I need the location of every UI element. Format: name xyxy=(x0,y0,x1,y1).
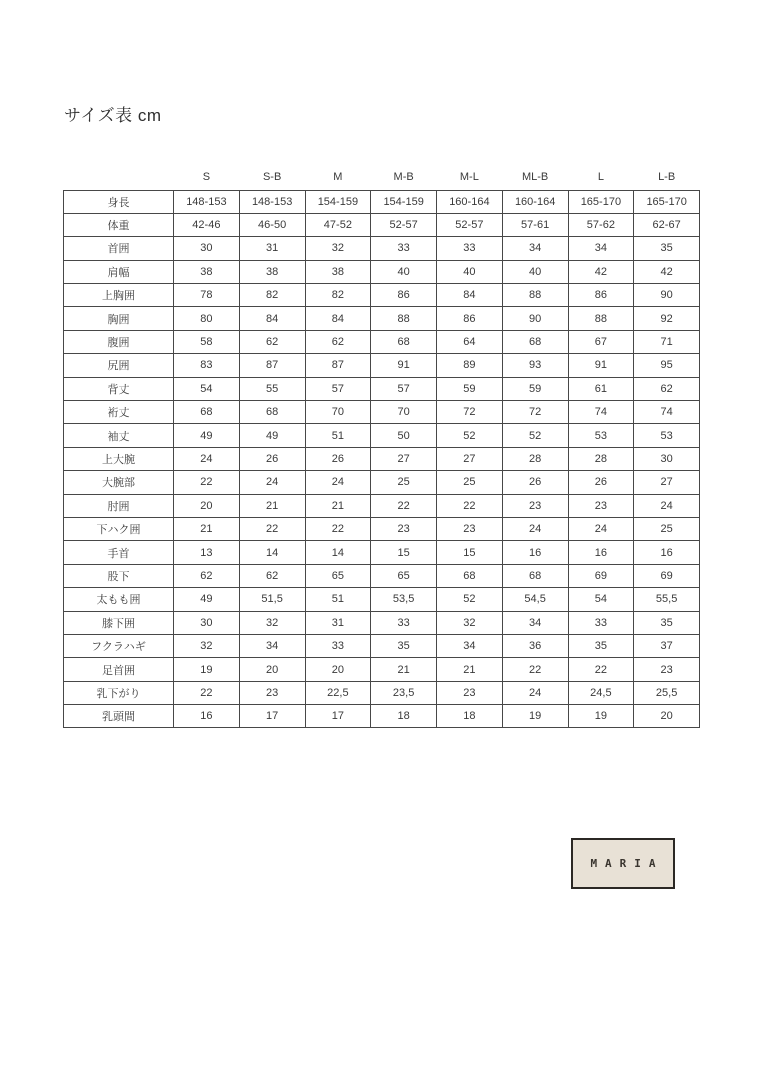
measurement-row xyxy=(64,377,700,400)
measurement-value: 25 xyxy=(634,517,700,540)
measurement-value: 31 xyxy=(305,611,371,634)
measurement-value: 52-57 xyxy=(371,213,437,236)
measurement-value: 21 xyxy=(174,517,240,540)
measurement-row xyxy=(64,330,700,353)
measurement-value: 20 xyxy=(239,658,305,681)
measurement-value: 20 xyxy=(174,494,240,517)
measurement-value: 23,5 xyxy=(371,681,437,704)
measurement-value: 24 xyxy=(305,471,371,494)
measurement-value: 35 xyxy=(634,237,700,260)
measurement-value: 19 xyxy=(174,658,240,681)
measurement-value: 15 xyxy=(437,541,503,564)
size-table-container xyxy=(63,168,699,728)
measurement-value: 42 xyxy=(634,260,700,283)
measurement-value: 23 xyxy=(371,517,437,540)
measurement-value: 18 xyxy=(371,705,437,728)
measurement-label: 膝下囲 xyxy=(64,611,174,634)
measurement-value: 34 xyxy=(239,634,305,657)
measurement-row xyxy=(64,564,700,587)
measurement-value: 69 xyxy=(634,564,700,587)
measurement-value: 40 xyxy=(437,260,503,283)
measurement-value: 47-52 xyxy=(305,213,371,236)
measurement-value: 88 xyxy=(371,307,437,330)
measurement-label: 首囲 xyxy=(64,237,174,260)
measurement-label: 胸囲 xyxy=(64,307,174,330)
measurement-row xyxy=(64,681,700,704)
measurement-label: 背丈 xyxy=(64,377,174,400)
measurement-value: 23 xyxy=(437,517,503,540)
measurement-value: 61 xyxy=(568,377,634,400)
measurement-value: 53 xyxy=(568,424,634,447)
measurement-value: 57 xyxy=(371,377,437,400)
measurement-value: 42-46 xyxy=(174,213,240,236)
measurement-label: 大腕部 xyxy=(64,471,174,494)
measurement-value: 70 xyxy=(371,401,437,424)
measurement-row xyxy=(64,517,700,540)
measurement-value: 165-170 xyxy=(634,190,700,213)
measurement-value: 51 xyxy=(305,424,371,447)
measurement-value: 58 xyxy=(174,330,240,353)
measurement-value: 160-164 xyxy=(437,190,503,213)
measurement-value: 68 xyxy=(502,564,568,587)
measurement-value: 65 xyxy=(305,564,371,587)
measurement-row xyxy=(64,541,700,564)
measurement-value: 17 xyxy=(305,705,371,728)
measurement-label: 体重 xyxy=(64,213,174,236)
measurement-value: 91 xyxy=(568,354,634,377)
measurement-value: 15 xyxy=(371,541,437,564)
measurement-label: 手首 xyxy=(64,541,174,564)
measurement-value: 84 xyxy=(437,284,503,307)
measurement-value: 34 xyxy=(502,611,568,634)
measurement-value: 30 xyxy=(634,447,700,470)
measurement-value: 74 xyxy=(568,401,634,424)
measurement-value: 90 xyxy=(634,284,700,307)
measurement-value: 89 xyxy=(437,354,503,377)
measurement-value: 21 xyxy=(305,494,371,517)
measurement-value: 49 xyxy=(174,424,240,447)
measurement-value: 86 xyxy=(568,284,634,307)
measurement-value: 31 xyxy=(239,237,305,260)
size-table xyxy=(63,168,700,728)
measurement-value: 14 xyxy=(305,541,371,564)
measurement-value: 32 xyxy=(174,634,240,657)
measurement-value: 62 xyxy=(239,564,305,587)
measurement-value: 19 xyxy=(568,705,634,728)
measurement-value: 22 xyxy=(174,471,240,494)
measurement-value: 24 xyxy=(239,471,305,494)
measurement-value: 20 xyxy=(634,705,700,728)
measurement-row xyxy=(64,424,700,447)
measurement-value: 34 xyxy=(568,237,634,260)
measurement-value: 52 xyxy=(437,424,503,447)
measurement-value: 55 xyxy=(239,377,305,400)
measurement-value: 22 xyxy=(371,494,437,517)
measurement-value: 70 xyxy=(305,401,371,424)
measurement-value: 55,5 xyxy=(634,588,700,611)
brand-logo-box xyxy=(571,838,675,889)
measurement-value: 21 xyxy=(371,658,437,681)
measurement-value: 24 xyxy=(568,517,634,540)
size-column-header: ML-B xyxy=(521,171,549,184)
measurement-value: 26 xyxy=(305,447,371,470)
measurement-value: 30 xyxy=(174,237,240,260)
measurement-value: 28 xyxy=(568,447,634,470)
measurement-value: 26 xyxy=(502,471,568,494)
measurement-value: 13 xyxy=(174,541,240,564)
measurement-label: 肘囲 xyxy=(64,494,174,517)
measurement-label: 乳頭間 xyxy=(64,705,174,728)
measurement-label: 上胸囲 xyxy=(64,284,174,307)
measurement-value: 38 xyxy=(305,260,371,283)
measurement-value: 16 xyxy=(174,705,240,728)
measurement-value: 49 xyxy=(174,588,240,611)
measurement-value: 18 xyxy=(437,705,503,728)
measurement-value: 62 xyxy=(239,330,305,353)
measurement-label: 腹囲 xyxy=(64,330,174,353)
page-title: サイズ表 cm xyxy=(64,106,162,125)
measurement-value: 54 xyxy=(568,588,634,611)
measurement-value: 22 xyxy=(239,517,305,540)
size-column-header: M xyxy=(333,171,343,184)
measurement-value: 68 xyxy=(174,401,240,424)
measurement-label: 上大腕 xyxy=(64,447,174,470)
size-column-header: L-B xyxy=(658,171,676,184)
measurement-row xyxy=(64,260,700,283)
measurement-value: 88 xyxy=(568,307,634,330)
size-column-header: S xyxy=(202,171,211,184)
measurement-value: 71 xyxy=(634,330,700,353)
measurement-value: 68 xyxy=(371,330,437,353)
measurement-value: 32 xyxy=(305,237,371,260)
measurement-value: 57-61 xyxy=(502,213,568,236)
measurement-value: 160-164 xyxy=(502,190,568,213)
measurement-value: 20 xyxy=(305,658,371,681)
measurement-label: 股下 xyxy=(64,564,174,587)
measurement-label: 身長 xyxy=(64,190,174,213)
measurement-value: 23 xyxy=(239,681,305,704)
measurement-value: 84 xyxy=(239,307,305,330)
measurement-value: 62 xyxy=(305,330,371,353)
measurement-row xyxy=(64,284,700,307)
measurement-value: 33 xyxy=(437,237,503,260)
measurement-value: 83 xyxy=(174,354,240,377)
measurement-label: 裄丈 xyxy=(64,401,174,424)
measurement-value: 33 xyxy=(305,634,371,657)
measurement-label: フクラハギ xyxy=(64,634,174,657)
measurement-value: 91 xyxy=(371,354,437,377)
measurement-row xyxy=(64,190,700,213)
measurement-value: 50 xyxy=(371,424,437,447)
measurement-value: 68 xyxy=(239,401,305,424)
measurement-value: 52 xyxy=(437,588,503,611)
measurement-value: 53 xyxy=(634,424,700,447)
measurement-value: 53,5 xyxy=(371,588,437,611)
measurement-label: 足首囲 xyxy=(64,658,174,681)
measurement-value: 24 xyxy=(502,681,568,704)
size-column-header: L xyxy=(597,171,604,184)
measurement-value: 80 xyxy=(174,307,240,330)
measurement-value: 27 xyxy=(437,447,503,470)
measurement-value: 22 xyxy=(174,681,240,704)
measurement-label: 乳下がり xyxy=(64,681,174,704)
size-table-body xyxy=(64,190,700,728)
size-column-header: M-B xyxy=(393,171,414,184)
measurement-value: 165-170 xyxy=(568,190,634,213)
measurement-value: 16 xyxy=(568,541,634,564)
measurement-label: 肩幅 xyxy=(64,260,174,283)
measurement-value: 82 xyxy=(239,284,305,307)
measurement-value: 16 xyxy=(502,541,568,564)
measurement-value: 25,5 xyxy=(634,681,700,704)
measurement-value: 54,5 xyxy=(502,588,568,611)
measurement-value: 21 xyxy=(239,494,305,517)
measurement-label: 尻囲 xyxy=(64,354,174,377)
measurement-label: 袖丈 xyxy=(64,424,174,447)
measurement-value: 78 xyxy=(174,284,240,307)
measurement-value: 46-50 xyxy=(239,213,305,236)
measurement-row xyxy=(64,705,700,728)
measurement-value: 38 xyxy=(239,260,305,283)
measurement-value: 148-153 xyxy=(174,190,240,213)
measurement-value: 92 xyxy=(634,307,700,330)
measurement-row xyxy=(64,588,700,611)
measurement-value: 35 xyxy=(371,634,437,657)
measurement-value: 69 xyxy=(568,564,634,587)
measurement-value: 72 xyxy=(502,401,568,424)
measurement-value: 21 xyxy=(437,658,503,681)
measurement-value: 67 xyxy=(568,330,634,353)
measurement-value: 86 xyxy=(371,284,437,307)
measurement-value: 32 xyxy=(437,611,503,634)
measurement-row xyxy=(64,307,700,330)
measurement-value: 93 xyxy=(502,354,568,377)
measurement-value: 22,5 xyxy=(305,681,371,704)
measurement-value: 35 xyxy=(568,634,634,657)
measurement-value: 24 xyxy=(502,517,568,540)
size-column-header: S-B xyxy=(262,171,282,184)
measurement-value: 26 xyxy=(239,447,305,470)
measurement-value: 40 xyxy=(371,260,437,283)
measurement-value: 59 xyxy=(437,377,503,400)
measurement-value: 27 xyxy=(634,471,700,494)
measurement-value: 84 xyxy=(305,307,371,330)
measurement-row xyxy=(64,401,700,424)
measurement-value: 33 xyxy=(568,611,634,634)
measurement-value: 24,5 xyxy=(568,681,634,704)
measurement-value: 42 xyxy=(568,260,634,283)
measurement-row xyxy=(64,447,700,470)
measurement-value: 33 xyxy=(371,611,437,634)
measurement-value: 22 xyxy=(437,494,503,517)
measurement-value: 68 xyxy=(437,564,503,587)
measurement-value: 36 xyxy=(502,634,568,657)
measurement-value: 30 xyxy=(174,611,240,634)
measurement-label: 下ハク囲 xyxy=(64,517,174,540)
measurement-value: 24 xyxy=(634,494,700,517)
measurement-value: 33 xyxy=(371,237,437,260)
measurement-value: 52-57 xyxy=(437,213,503,236)
measurement-value: 38 xyxy=(174,260,240,283)
measurement-row xyxy=(64,354,700,377)
measurement-value: 40 xyxy=(502,260,568,283)
measurement-row xyxy=(64,471,700,494)
measurement-value: 23 xyxy=(502,494,568,517)
measurement-value: 22 xyxy=(305,517,371,540)
measurement-value: 34 xyxy=(437,634,503,657)
measurement-value: 52 xyxy=(502,424,568,447)
measurement-value: 28 xyxy=(502,447,568,470)
measurement-row xyxy=(64,213,700,236)
measurement-value: 62-67 xyxy=(634,213,700,236)
measurement-value: 86 xyxy=(437,307,503,330)
measurement-value: 57-62 xyxy=(568,213,634,236)
measurement-value: 35 xyxy=(634,611,700,634)
measurement-value: 88 xyxy=(502,284,568,307)
measurement-value: 74 xyxy=(634,401,700,424)
measurement-value: 25 xyxy=(371,471,437,494)
measurement-row xyxy=(64,634,700,657)
header-corner-cell xyxy=(64,168,174,190)
measurement-value: 64 xyxy=(437,330,503,353)
measurement-value: 32 xyxy=(239,611,305,634)
brand-logo-text: MARIA xyxy=(590,857,664,870)
size-table-header xyxy=(64,168,700,190)
measurement-value: 17 xyxy=(239,705,305,728)
measurement-value: 19 xyxy=(502,705,568,728)
measurement-value: 154-159 xyxy=(371,190,437,213)
measurement-row xyxy=(64,611,700,634)
measurement-value: 62 xyxy=(174,564,240,587)
measurement-value: 14 xyxy=(239,541,305,564)
measurement-row xyxy=(64,237,700,260)
measurement-value: 37 xyxy=(634,634,700,657)
measurement-value: 51 xyxy=(305,588,371,611)
measurement-value: 54 xyxy=(174,377,240,400)
measurement-value: 24 xyxy=(174,447,240,470)
size-header-row xyxy=(64,168,700,190)
measurement-value: 72 xyxy=(437,401,503,424)
measurement-value: 82 xyxy=(305,284,371,307)
measurement-value: 23 xyxy=(568,494,634,517)
size-column-header: M-L xyxy=(459,171,479,184)
measurement-value: 68 xyxy=(502,330,568,353)
measurement-value: 26 xyxy=(568,471,634,494)
measurement-value: 49 xyxy=(239,424,305,447)
measurement-value: 95 xyxy=(634,354,700,377)
measurement-value: 59 xyxy=(502,377,568,400)
measurement-value: 65 xyxy=(371,564,437,587)
measurement-value: 22 xyxy=(568,658,634,681)
measurement-row xyxy=(64,494,700,517)
measurement-value: 154-159 xyxy=(305,190,371,213)
measurement-value: 23 xyxy=(634,658,700,681)
measurement-value: 62 xyxy=(634,377,700,400)
measurement-row xyxy=(64,658,700,681)
measurement-value: 34 xyxy=(502,237,568,260)
measurement-value: 22 xyxy=(502,658,568,681)
measurement-value: 27 xyxy=(371,447,437,470)
measurement-value: 51,5 xyxy=(239,588,305,611)
measurement-value: 87 xyxy=(239,354,305,377)
measurement-value: 87 xyxy=(305,354,371,377)
measurement-value: 25 xyxy=(437,471,503,494)
measurement-value: 57 xyxy=(305,377,371,400)
measurement-value: 23 xyxy=(437,681,503,704)
measurement-label: 太もも囲 xyxy=(64,588,174,611)
measurement-value: 148-153 xyxy=(239,190,305,213)
measurement-value: 16 xyxy=(634,541,700,564)
measurement-value: 90 xyxy=(502,307,568,330)
